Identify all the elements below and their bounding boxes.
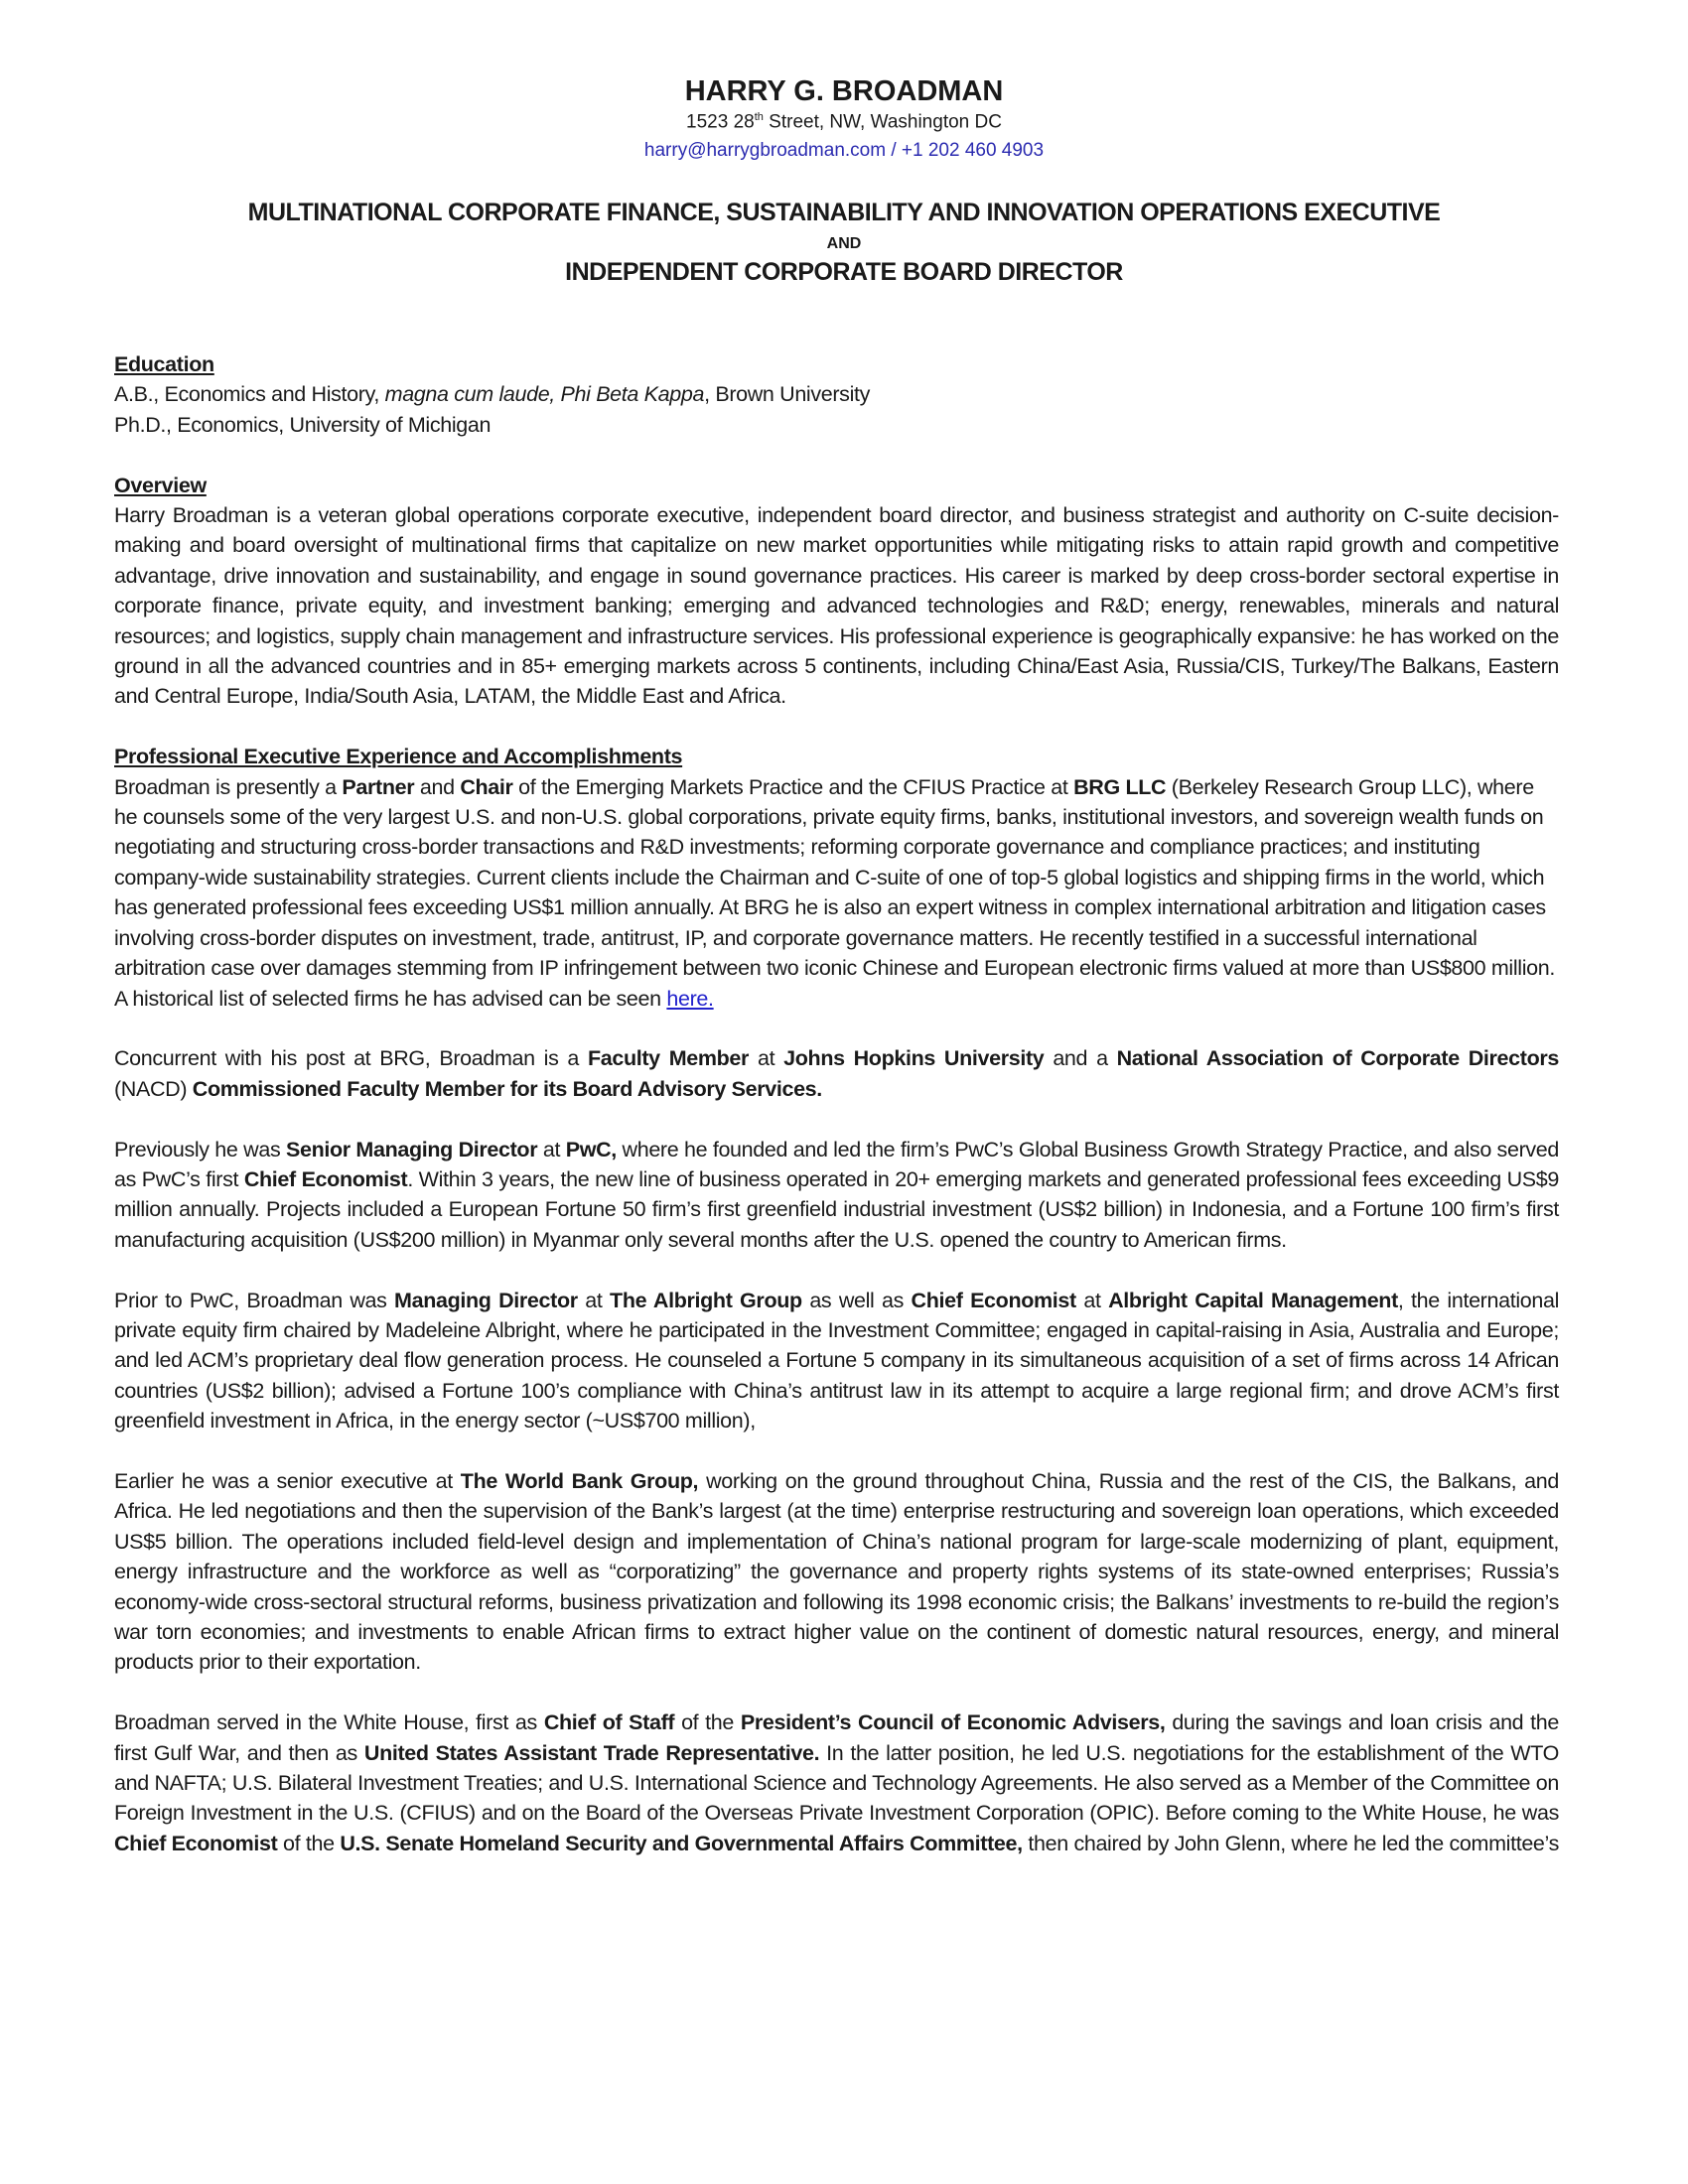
overview-section [114, 471, 1559, 712]
text-run: of the Emerging Markets Practice and the CFIUS Practice at [512, 774, 1074, 799]
bold-text: United States Assistant Trade Representative. [363, 1740, 820, 1765]
text-run: In the latter position, he led U.S. negotiations for the establishment of the WTO and NAFTA; U.S. Bilateral Investment Treaties; and U.S. International Science and Technology Agreements. He also served as a Member of the Committee on Foreign Investment in the U.S. (CFIUS) and on the Board of the Overseas Private Investment Corporation (OPIC). Before coming to the White House, he was [114, 1740, 1559, 1826]
bold-text: Faculty Member [587, 1046, 750, 1071]
text-run: , the international private equity firm chaired by Madeleine Albright, where he participated in the Investment Committee; engaged in capital-raising in Asia, Australia and Europe; and led ACM’s proprietary deal flow generation process. He counseled a Fortune 5 company in its simultaneous acquisition of a set of firms across 14 African countries (US$2 billion); advised a Fortune 100’s compliance with China’s antitrust law in its attempt to acquire a large regional firm; and drove ACM’s first greenfield investment in Africa, in the energy sector (~US$700 million), [114, 1288, 1559, 1433]
bold-text: Chief Economist [114, 1831, 278, 1855]
bold-text: Chief Economist [911, 1288, 1076, 1312]
professional-title-secondary: INDEPENDENT CORPORATE BOARD DIRECTOR [565, 258, 1123, 286]
text-run: during the savings and loan crisis and the first Gulf War, and then as [114, 1710, 1559, 1765]
experience-paragraph-albright [114, 1286, 1559, 1436]
here-link[interactable]: here. [666, 986, 714, 1011]
bold-text: Senior Managing Director [285, 1137, 538, 1161]
text-run: Harry Broadman is a veteran global operations corporate executive, independent board director, and business strategist and authority on C-suite decision-making and board oversight of multinational firms that capitalize on new market opportunities while mitigating risks to attain rapid growth and competitive advantage, drive innovation and sustainability, and engage in sound governance practices. His career is marked by deep cross-border sectoral expertise in corporate finance, private equity, and investment banking; emerging and advanced technologies and R&D; energy, renewables, minerals and natural resources; and logistics, supply chain management and infrastructure services. His professional experience is geographically expansive: he has worked on the ground in all the advanced countries and in 85+ emerging markets across 5 continents, including China/East Asia, Russia/CIS, Turkey/The Balkans, Eastern and Central Europe, India/South Asia, LATAM, the Middle East and Africa. [114, 503, 1559, 709]
bold-text: PwC, [565, 1137, 617, 1161]
experience-heading: Professional Executive Experience and Accomplishments [114, 745, 683, 769]
text-run: A.B., Economics and History, [114, 382, 385, 407]
italic-text: magna cum laude, Phi Beta Kappa [384, 382, 705, 407]
text-run: and [414, 774, 461, 799]
text-run: working on the ground throughout China, Russia and the rest of the CIS, the Balkans, and Africa. He led negotiations and then the supervision of the Bank’s largest (at the time) enterprise restructuring and sovereign loan operations, which exceeded US$5 billion. The operations included field-level design and implementation of China’s national program for large-scale modernizing of plant, equipment, energy infrastructure and the workforce as well as “corporatizing” the governance and property rights systems of its state-owned enterprises; Russia’s economy-wide cross-sectoral structural reforms, business privatization and following its 1998 economic crisis; the Balkans’ investments to re-build the region’s war torn economies; and investments to enable African firms to extract higher value on the continent of domestic natural resources, energy, and mineral products prior to their exportation. [114, 1468, 1560, 1675]
contact-line[interactable]: harry@harrygbroadman.com / +1 202 460 4903 [643, 140, 1045, 161]
bold-text: U.S. Senate Homeland Security and Governmental Affairs Committee, [340, 1831, 1023, 1855]
text-run: Broadman is presently a [114, 774, 343, 799]
bold-text: Chief Economist [243, 1166, 408, 1191]
text-run: of the [674, 1710, 741, 1735]
bold-text: Partner [342, 774, 415, 799]
overview-heading: Overview [114, 473, 207, 497]
experience-paragraph-white-house [114, 1707, 1559, 1858]
text-run: (Berkeley Research Group LLC), where he counsels some of the very largest U.S. and non-U.S. global corporations, private equity firms, banks, institutional investors, and sovereign wealth funds on negotiating and structuring cross-border transactions and R&D investments; reforming corporate governance and compliance practices; and instituting company-wide sustainability strategies. Current clients include the Chairman and C-suite of one of top-5 global logistics and shipping firms in the world, which has generated professional fees exceeding US$1 million annually. At BRG he is also an expert witness in complex international arbitration and litigation cases involving cross-border disputes on investment, trade, antitrust, IP, and corporate governance matters. He recently testified in a successful international arbitration case over damages stemming from IP infringement between two iconic Chinese and European electronic firms valued at more than US$800 million. A historical list of selected firms he has advised can be seen [114, 774, 1555, 1011]
bold-text: Chief of Staff [543, 1710, 675, 1735]
text-run: at [1075, 1288, 1109, 1312]
bold-text: The Albright Group [610, 1288, 802, 1312]
text-run: and a [1044, 1046, 1117, 1071]
bold-text: Chair [460, 774, 513, 799]
bold-text: National Association of Corporate Directors [1116, 1046, 1559, 1071]
text-run: where he founded and led the firm’s PwC’s Global Business Growth Strategy Practice, and also served as PwC’s first [114, 1137, 1559, 1191]
education-section [114, 349, 1559, 440]
address [0, 111, 1688, 133]
bold-text: Commissioned Faculty Member for its Board Advisory Services. [192, 1076, 822, 1101]
text-run: (NACD) [114, 1076, 193, 1101]
address-superscript: th [754, 111, 764, 123]
text-run: at [537, 1137, 566, 1161]
bold-text: Johns Hopkins University [783, 1046, 1045, 1071]
text-run: Earlier he was a senior executive at [114, 1468, 461, 1493]
text-run: of the [277, 1831, 341, 1855]
text-run: as well as [801, 1288, 912, 1312]
bold-text: The World Bank Group, [460, 1468, 699, 1493]
text-run: Concurrent with his post at BRG, Broadman is a [114, 1046, 588, 1071]
bold-text: Managing Director [394, 1288, 578, 1312]
experience-paragraph-world-bank [114, 1466, 1559, 1678]
text-run: then chaired by John Glenn, where he led the committee’s [1022, 1831, 1559, 1855]
address-street: Street, NW, Washington DC [763, 111, 1002, 133]
text-run: Broadman served in the White House, first as [114, 1710, 544, 1735]
bold-text: Albright Capital Management [1108, 1288, 1398, 1312]
bold-text: BRG LLC [1073, 774, 1167, 799]
professional-title: MULTINATIONAL CORPORATE FINANCE, SUSTAINABILITY AND INNOVATION OPERATIONS EXECUTIVE [247, 199, 1441, 226]
education-heading: Education [114, 352, 214, 376]
text-run: at [749, 1046, 784, 1071]
experience-paragraph-pwc [114, 1135, 1559, 1256]
overview-paragraph [114, 500, 1559, 712]
experience-section [114, 742, 1559, 1858]
experience-paragraph-faculty [114, 1043, 1559, 1104]
resume-body [114, 349, 1559, 1858]
text-run: Previously he was [114, 1137, 286, 1161]
education-line [114, 379, 1559, 409]
text-run: . Within 3 years, the new line of business operated in 20+ emerging markets and generated professional fees exceeding US$9 million annually. Projects included a European Fortune 50 firm’s first greenfield industrial investment (US$2 billion) in Indonesia, and a Fortune 100 firm’s first manufacturing acquisition (US$200 million) in Myanmar only several months after the U.S. opened the country to American firms. [114, 1166, 1559, 1252]
title-conjunction: AND [826, 235, 862, 252]
experience-paragraph-brg [114, 772, 1559, 1014]
education-line [114, 410, 1559, 440]
author-name: HARRY G. BROADMAN [684, 75, 1004, 107]
bold-text: President’s Council of Economic Advisers, [740, 1710, 1166, 1735]
address-number: 1523 28 [686, 111, 755, 133]
text-run: Prior to PwC, Broadman was [114, 1288, 395, 1312]
text-run: Ph.D., Economics, University of Michigan [114, 412, 492, 437]
text-run: at [577, 1288, 611, 1312]
text-run: , Brown University [704, 382, 871, 407]
